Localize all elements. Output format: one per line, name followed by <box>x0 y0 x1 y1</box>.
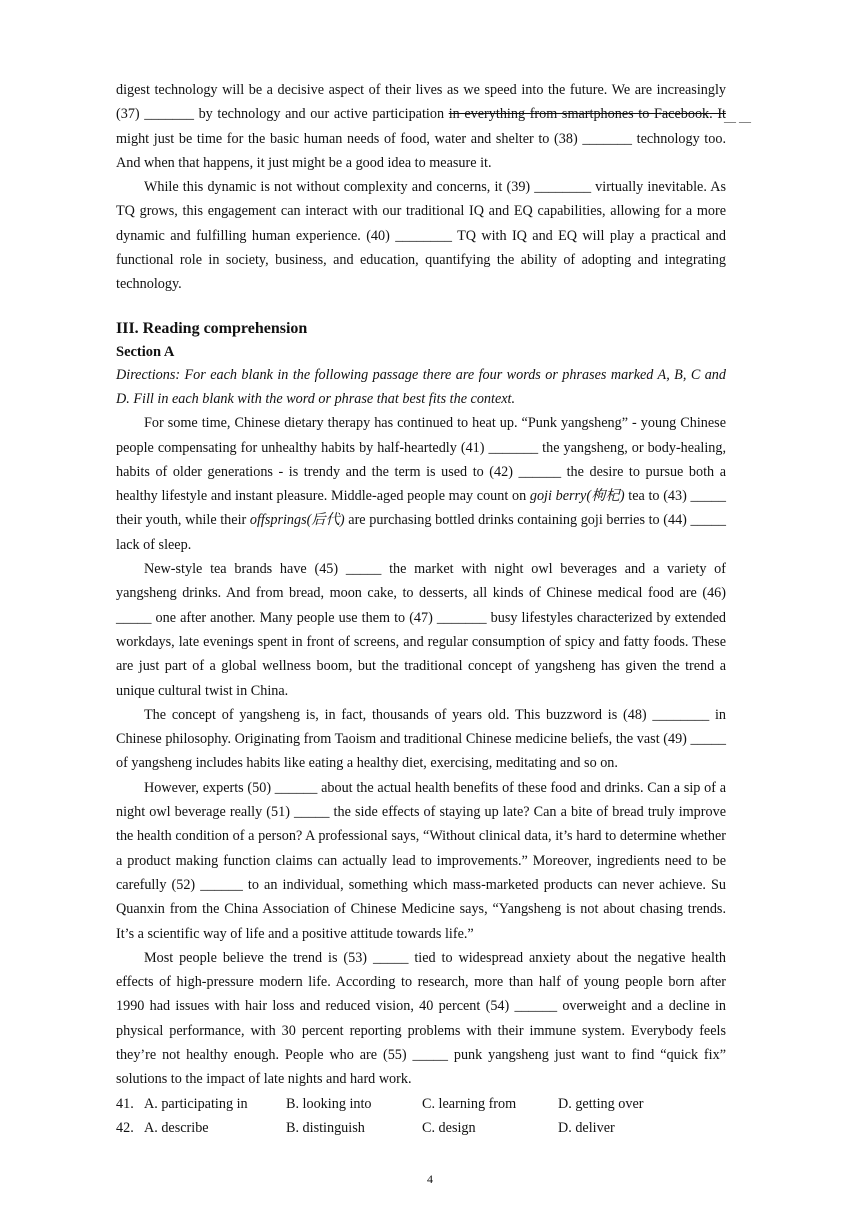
struck-text: in everything from smartphones to Facebook. It <box>448 106 726 123</box>
question-number: 42. <box>116 1119 134 1136</box>
cloze-text: digest technology will be a decisive aspect of their lives as we speed into the future. We are increasingly (37) _______ by technology and our active participation <box>116 82 726 123</box>
section-heading: III. Reading comprehension <box>116 319 308 337</box>
passage-paragraph-4: However, experts (50) ______ about the actual health benefits of these food and drinks. Can a sip of a night owl beverage really (51) _____ the side effects of staying up late? Can a bite of bread truly improve the health condition of a person? A professional says, “Without clinical data, it’s hard to determine whether a product making function claims can actually lead to improvements.” Moreover, ingredients need to be carefully (52) ______ to an individual, something which mass-marketed products can never achieve. Su Quanxin from the China Association of Chinese Medicine says, “Yangsheng is not about chasing trends. It’s a scientific way of life and a positive attitude towards life.” <box>116 779 726 942</box>
option-a: A. participating in <box>144 1095 248 1112</box>
cloze-paragraph-1 <box>116 78 726 175</box>
passage-text: tea to (43) _____ their youth, while their <box>116 488 726 529</box>
cloze-paragraph-2: While this dynamic is not without complexity and concerns, it (39) ________ virtually inevitable. As TQ grows, this engagement can interact with our traditional IQ and EQ capabilities, allowing for a more dynamic and fulfilling human experience. (40) ________ TQ with IQ and EQ will play a practical and functional role in society, business, and education, quantifying the ability of adopting and integrating technology. <box>116 179 726 293</box>
cloze-text: might just be time for the basic human needs of food, water and shelter to (38) _______ technology too. And when that happens, it just might be a good idea to measure it. <box>116 130 726 171</box>
passage-text: are purchasing bottled drinks containing goji berries to (44) _____ lack of sleep. <box>116 512 726 553</box>
option-a: A. describe <box>144 1119 209 1136</box>
margin-dash: — — <box>724 114 751 128</box>
passage-paragraph-1 <box>116 411 726 557</box>
page-content <box>116 78 726 1140</box>
option-d: D. getting over <box>558 1095 644 1112</box>
passage-text: For some time, Chinese dietary therapy has continued to heat up. “Punk yangsheng” - young Chinese people compensating for unhealthy habits by half-heartedly (41) _______ the yangsheng, or body-healing, habits of older generations - is trendy and the term is used to (42) ______ the desire to pursue both a healthy lifestyle and instant pleasure. Middle-aged people may count on <box>116 415 726 505</box>
subsection-heading: Section A <box>116 343 175 360</box>
question-number: 41. <box>116 1095 134 1112</box>
option-c: C. design <box>422 1119 476 1136</box>
italic-term: goji berry(枸杞) <box>529 488 625 505</box>
passage-paragraph-3: The concept of yangsheng is, in fact, thousands of years old. This buzzword is (48) ________ in Chinese philosophy. Originating from Taoism and traditional Chinese medicine beliefs, the vast (49) _____ of yangsheng includes habits like eating a healthy diet, exercising, meditating and so on. <box>116 706 726 772</box>
italic-term: offsprings(后代) <box>249 512 345 529</box>
passage-paragraph-5: Most people believe the trend is (53) _____ tied to widespread anxiety about the negative health effects of high-pressure modern life. According to research, more than half of young people born after 1990 had issues with hair loss and reduced vision, 40 percent (54) ______ overweight and a decline in physical performance, with 30 percent reporting problems with their immune system. Everybody feels they’re not healthy enough. People who are (55) _____ punk yangsheng just want to find “quick fix” solutions to the impact of late nights and hard work. <box>116 949 726 1088</box>
option-row-42 <box>116 1116 726 1140</box>
directions: Directions: For each blank in the following passage there are four words or phrases marked A, B, C and D. Fill in each blank with the word or phrase that best fits the context. <box>116 366 726 407</box>
option-c: C. learning from <box>422 1095 517 1112</box>
passage-paragraph-2: New-style tea brands have (45) _____ the market with night owl beverages and a variety of yangsheng drinks. And from bread, moon cake, to desserts, all kinds of Chinese medical food are (46) _____ one after another. Many people use them to (47) _______ busy lifestyles characterized by extended workdays, late evenings spent in front of screens, and regular consumption of spicy and fatty foods. These are just part of a global wellness boom, but the traditional concept of yangsheng has given the trend a unique cultural twist in China. <box>116 561 726 699</box>
option-b: B. looking into <box>286 1095 372 1112</box>
option-row-41 <box>116 1092 726 1116</box>
spacer <box>116 297 726 317</box>
page-number: 4 <box>427 1172 433 1186</box>
option-b: B. distinguish <box>286 1119 365 1136</box>
option-d: D. deliver <box>558 1119 615 1136</box>
